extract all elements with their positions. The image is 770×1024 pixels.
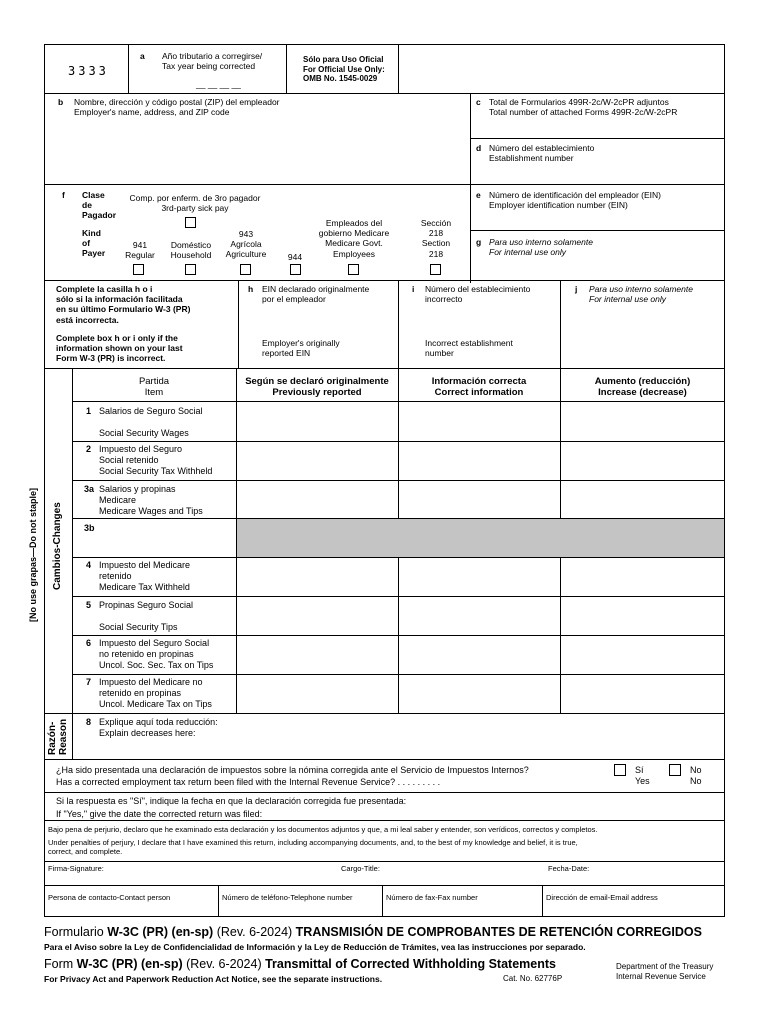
box-d-letter: d	[476, 143, 482, 153]
box-j-letter: j	[575, 284, 578, 294]
staple-note: [No use grapas—Do not staple]	[28, 487, 38, 622]
yes-checkbox[interactable]	[614, 764, 626, 776]
box-a-label: Año tributario a corregirse/ Tax year being corrected	[162, 51, 263, 72]
kind-section-218-label: Sección 218 Section 218	[420, 218, 452, 259]
employer-name-address-field[interactable]	[46, 120, 468, 182]
box-j-label: Para uso interno solamente For internal use only	[589, 284, 693, 305]
date-label: Fecha-Date:	[548, 864, 590, 873]
col-header-item: Partida Item	[138, 376, 170, 399]
box-b-letter: b	[58, 97, 64, 107]
official-use-label: Sólo para Uso Oficial For Official Use Only: OMB No. 1545-0029	[303, 55, 385, 84]
kind-943-checkbox[interactable]	[240, 264, 251, 275]
perjury-en: Under penalties of perjury, I declare that I have examined this return, including accompanying documents, and, to the best of my knowledge and belief, it is true, correct, and complete.	[48, 838, 578, 856]
kind-household-checkbox[interactable]	[185, 264, 196, 275]
contact-person-label: Persona de contacto-Contact person	[48, 893, 171, 902]
box-h-letter: h	[248, 284, 254, 294]
footer-es-title-line	[44, 925, 702, 940]
box-i-letter: i	[412, 284, 415, 294]
col-header-correct-information: Información correcta Correct information	[431, 376, 527, 399]
box-a-letter: a	[140, 51, 145, 61]
row-5-num: 5	[86, 600, 92, 610]
tax-year-blank[interactable]: __ __ __ __	[196, 79, 241, 89]
row-3b-num: 3b	[84, 523, 95, 533]
if-yes-es: Si la respuesta es "Sí", indique la fecha en que la declaración corregida fue presentada:	[56, 796, 407, 806]
box-e-label: Número de identificación del empleador (EIN) Employer identification number (EIN)	[489, 190, 661, 211]
box-i-en: Incorrect establishment number	[425, 338, 513, 359]
row-2-label: Impuesto del Seguro Social retenido Social Security Tax Withheld	[99, 444, 213, 476]
signature-label: Firma-Signature:	[48, 864, 104, 873]
complete-instructions-es: Complete la casilla h o i sólo si la información facilitada en su último Formulario W-3 (PR) está incorrecta.	[56, 284, 191, 325]
telephone-label: Número de teléfono-Telephone number	[222, 893, 353, 902]
changes-side-label: Cambios-Changes	[52, 502, 63, 590]
fax-label: Número de fax-Fax number	[386, 893, 478, 902]
kind-medicare-govt-checkbox[interactable]	[348, 264, 359, 275]
perjury-es: Bajo pena de perjurio, declaro que he examinado esta declaración y los documentos adjuntos y que, a mi leal saber y entender, son verídicos, correctos y completos.	[48, 825, 598, 834]
box-h-es: EIN declarado originalmente por el empleador	[262, 284, 370, 305]
row-4-num: 4	[86, 560, 92, 570]
kind-941-label: 941 Regular	[125, 240, 155, 261]
footer-es-title: TRANSMISIÓN DE COMPROBANTES DE RETENCIÓN CORREGIDOS	[295, 925, 702, 939]
row-8-num: 8	[86, 717, 92, 727]
row-8-label: Explique aquí toda reducción: Explain decreases here:	[99, 717, 218, 738]
box-c-label: Total de Formularios 499R-2c/W-2cPR adjuntos Total number of attached Forms 499R-2c/W-2cPR	[489, 97, 678, 118]
row-7-label: Impuesto del Medicare no retenido en propinas Uncol. Medicare Tax on Tips	[99, 677, 212, 709]
box-c-letter: c	[476, 97, 481, 107]
no-checkbox[interactable]	[669, 764, 681, 776]
footer-es-notice: Para el Aviso sobre la Ley de Confidencialidad de Información y la Ley de Reducción de Trámites, vea las instrucciones por separado.	[44, 942, 586, 952]
yes-label: Sí Yes	[635, 765, 650, 786]
box-g-letter: g	[476, 237, 482, 247]
question-es: ¿Ha sido presentada una declaración de impuestos sobre la nómina corregida ante el Servicio de Impuestos Internos?	[56, 765, 529, 775]
footer-en-form: W-3C (PR) (en-sp)	[76, 957, 183, 971]
row-4-label: Impuesto del Medicare retenido Medicare Tax Withheld	[99, 560, 191, 592]
col-header-increase-decrease: Aumento (reducción) Increase (decrease)	[594, 376, 691, 399]
kind-944-label: 944	[287, 252, 303, 262]
box-e-letter: e	[476, 190, 481, 200]
footer-en-title-line	[44, 957, 556, 972]
complete-instructions-en: Complete box h or i only if the information shown on your last Form W-3 (PR) is incorrect.	[56, 333, 183, 364]
footer-en-title: Transmittal of Corrected Withholding Statements	[265, 957, 556, 971]
payer-class-label: Clase de Pagador	[82, 190, 117, 221]
footer-en-rev: (Rev. 6-2024)	[182, 957, 266, 971]
box-h-en: Employer's originally reported EIN	[262, 338, 340, 359]
if-yes-en: If "Yes," give the date the corrected return was filed:	[56, 809, 263, 819]
reason-side-label: Razón- Reason	[47, 718, 69, 755]
question-en: Has a corrected employment tax return been filed with the Internal Revenue Service? . . . . . . . . .	[56, 777, 441, 787]
row-3a-label: Salarios y propinas Medicare Medicare Wages and Tips	[99, 484, 203, 516]
footer-es-rev: (Rev. 6-2024)	[213, 925, 296, 939]
payer-kind-label: Kind of Payer	[82, 228, 106, 259]
sick-pay-checkbox[interactable]	[185, 217, 196, 228]
email-label: Dirección de email-Email address	[546, 893, 658, 902]
box-i-es: Número del establecimiento incorrecto	[425, 284, 531, 305]
kind-household-label: Doméstico Household	[170, 240, 212, 261]
no-label: No No	[690, 765, 702, 786]
form-number: 3333	[68, 64, 109, 78]
row-1-num: 1	[86, 406, 92, 416]
box-d-label: Número del establecimiento Establishment number	[489, 143, 595, 164]
box-b-label: Nombre, dirección y código postal (ZIP) del empleador Employer's name, address, and ZIP code	[74, 97, 280, 118]
row-2-num: 2	[86, 444, 92, 454]
footer-en-prefix: Form	[44, 957, 77, 971]
row-6-label: Impuesto del Seguro Social no retenido en propinas Uncol. Soc. Sec. Tax on Tips	[99, 638, 214, 670]
sick-pay-label: Comp. por enferm. de 3ro pagador 3rd-party sick pay	[129, 193, 261, 214]
col-header-previously-reported: Según se declaró originalmente Previously reported	[245, 376, 389, 399]
row-3a-num: 3a	[84, 484, 95, 494]
kind-medicare-govt-label: Empleados del gobierno Medicare Medicare Govt. Employees	[318, 218, 390, 259]
kind-941-checkbox[interactable]	[133, 264, 144, 275]
row-6-num: 6	[86, 638, 92, 648]
box-g-label: Para uso interno solamente For internal use only	[489, 237, 593, 258]
department-label: Department of the Treasury Internal Revenue Service	[616, 962, 714, 981]
row-1-label: Salarios de Seguro Social Social Security Wages	[99, 406, 203, 438]
footer-es-prefix: Formulario	[44, 925, 108, 939]
kind-section-218-checkbox[interactable]	[430, 264, 441, 275]
footer-es-form: W-3C (PR) (en-sp)	[107, 925, 214, 939]
footer-en-notice: For Privacy Act and Paperwork Reduction Act Notice, see the separate instructions.	[44, 974, 383, 984]
row-5-label: Propinas Seguro Social Social Security Tips	[99, 600, 194, 632]
row-3b-shaded	[237, 519, 724, 557]
kind-943-label: 943 Agrícola Agriculture	[225, 229, 267, 260]
title-label: Cargo-Title:	[341, 864, 380, 873]
box-f-letter: f	[62, 190, 65, 200]
catalog-number: Cat. No. 62776P	[503, 974, 563, 983]
kind-944-checkbox[interactable]	[290, 264, 301, 275]
row-7-num: 7	[86, 677, 92, 687]
